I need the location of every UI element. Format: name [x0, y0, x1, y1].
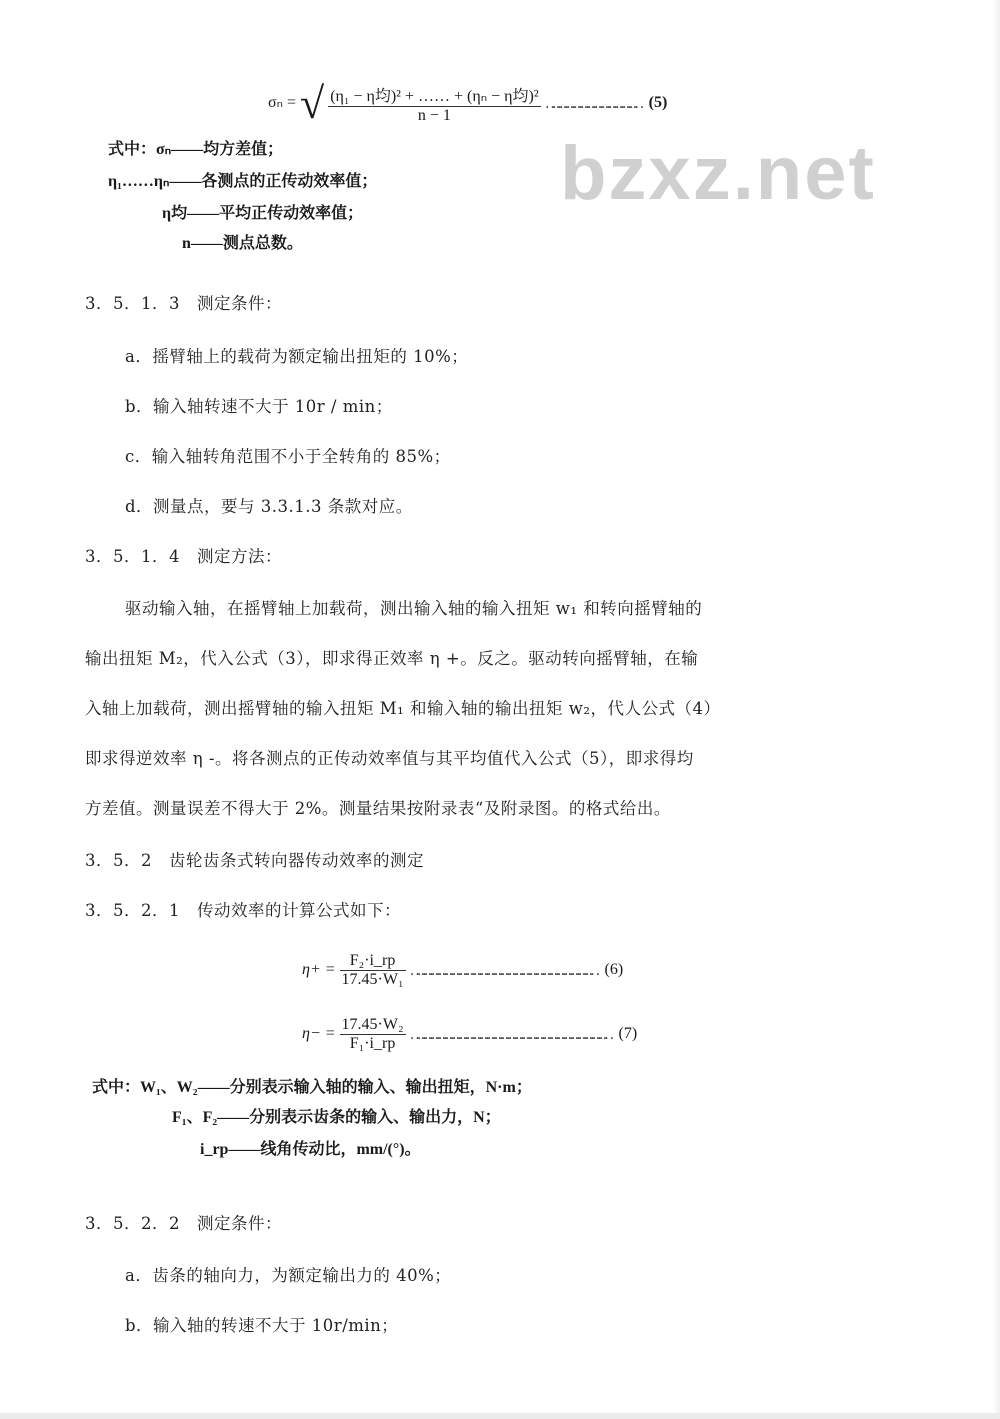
- section-heading: 3．5．1．4 测定方法：: [85, 547, 282, 566]
- legend-line: η均——平均正传动效率值；: [162, 205, 364, 222]
- legend-line: η₁……ηₙ——各测点的正传动效率值；: [108, 173, 378, 190]
- section-heading: 3．5．2 齿轮齿条式转向器传动效率的测定: [85, 851, 424, 870]
- paragraph-line: 方差值。测量误差不得大于 2%。测量结果按附录表“及附录图。的格式给出。: [85, 799, 671, 818]
- section-heading: 3．5．2．1 传动效率的计算公式如下：: [85, 901, 401, 920]
- equation-number: (5): [648, 94, 668, 112]
- leader-dots: ……………………………………………………………………: [409, 961, 592, 979]
- list-item: a．摇臂轴上的载荷为额定输出扭矩的 10%；: [125, 347, 469, 366]
- paragraph-line: 入轴上加载荷，测出摇臂轴的输入扭矩 M₁ 和输入轴的输出扭矩 w₂，代人公式（4）: [85, 699, 721, 718]
- legend-line: 式中：W₁、W₂——分别表示输入轴的输入、输出扭矩，N·m；: [92, 1079, 532, 1096]
- numerator: F₂·i_rp: [340, 952, 406, 971]
- fraction: [328, 83, 540, 125]
- legend-line: 式中：σₙ——均方差值；: [108, 141, 284, 158]
- legend-line: i_rp——线角传动比，mm/(°)。: [200, 1141, 421, 1158]
- leader-dots: …………………………………: [544, 94, 636, 112]
- page-edge: [992, 0, 1000, 1419]
- fraction: [340, 952, 406, 989]
- equation-number: (7): [618, 1025, 638, 1043]
- paragraph-line: 输出扭矩 M₂，代入公式（3），即求得正效率 η +。反之。驱动转向摇臂轴，在输: [85, 649, 699, 668]
- leader-dots: …………………………………………………………………………: [409, 1025, 606, 1043]
- section-heading: 3．5．2．2 测定条件：: [85, 1214, 282, 1233]
- formula-7: [302, 1016, 637, 1053]
- paragraph-line: 即求得逆效率 η -。将各测点的正传动效率值与其平均值代入公式（5），即求得均: [85, 749, 694, 768]
- list-item: b．输入轴转速不大于 10r / min；: [125, 397, 393, 416]
- numerator: 17.45·W₂: [341, 1016, 404, 1033]
- list-item: c．输入轴转角范围不小于全转角的 85%；: [125, 447, 451, 466]
- formula-5: [268, 78, 667, 129]
- section-heading: 3．5．1．3 测定条件：: [85, 294, 282, 313]
- list-item: b．输入轴的转速不大于 10r/min；: [125, 1316, 399, 1335]
- list-item: a．齿条的轴向力，为额定输出力的 40%；: [125, 1266, 452, 1285]
- denominator: F₁·i_rp: [349, 1035, 396, 1052]
- formula-6: [302, 952, 623, 989]
- numerator: (η₁ − η均)² + …… + (ηₙ − η均)²: [328, 83, 540, 107]
- sqrt-symbol: √: [300, 79, 325, 128]
- denominator: n − 1: [417, 106, 451, 124]
- legend-line: F₁、F₂——分别表示齿条的输入、输出力，N；: [172, 1109, 501, 1126]
- equation-number: (6): [604, 961, 624, 979]
- legend-line: n——测点总数。: [182, 235, 303, 252]
- fraction: [340, 1016, 406, 1053]
- formula-lhs: σₙ =: [268, 94, 297, 112]
- watermark: bzxz.net: [560, 131, 876, 216]
- formula-lhs: η+ =: [302, 961, 336, 979]
- page-bottom-border: [0, 1413, 1000, 1419]
- list-item: d．测量点，要与 3.3.1.3 条款对应。: [125, 497, 413, 516]
- paragraph-line: 驱动输入轴，在摇臂轴上加载荷，测出输入轴的输入扭矩 w₁ 和转向摇臂轴的: [125, 599, 703, 618]
- denominator: 17.45·W₁: [341, 971, 404, 988]
- formula-lhs: η− =: [302, 1025, 336, 1043]
